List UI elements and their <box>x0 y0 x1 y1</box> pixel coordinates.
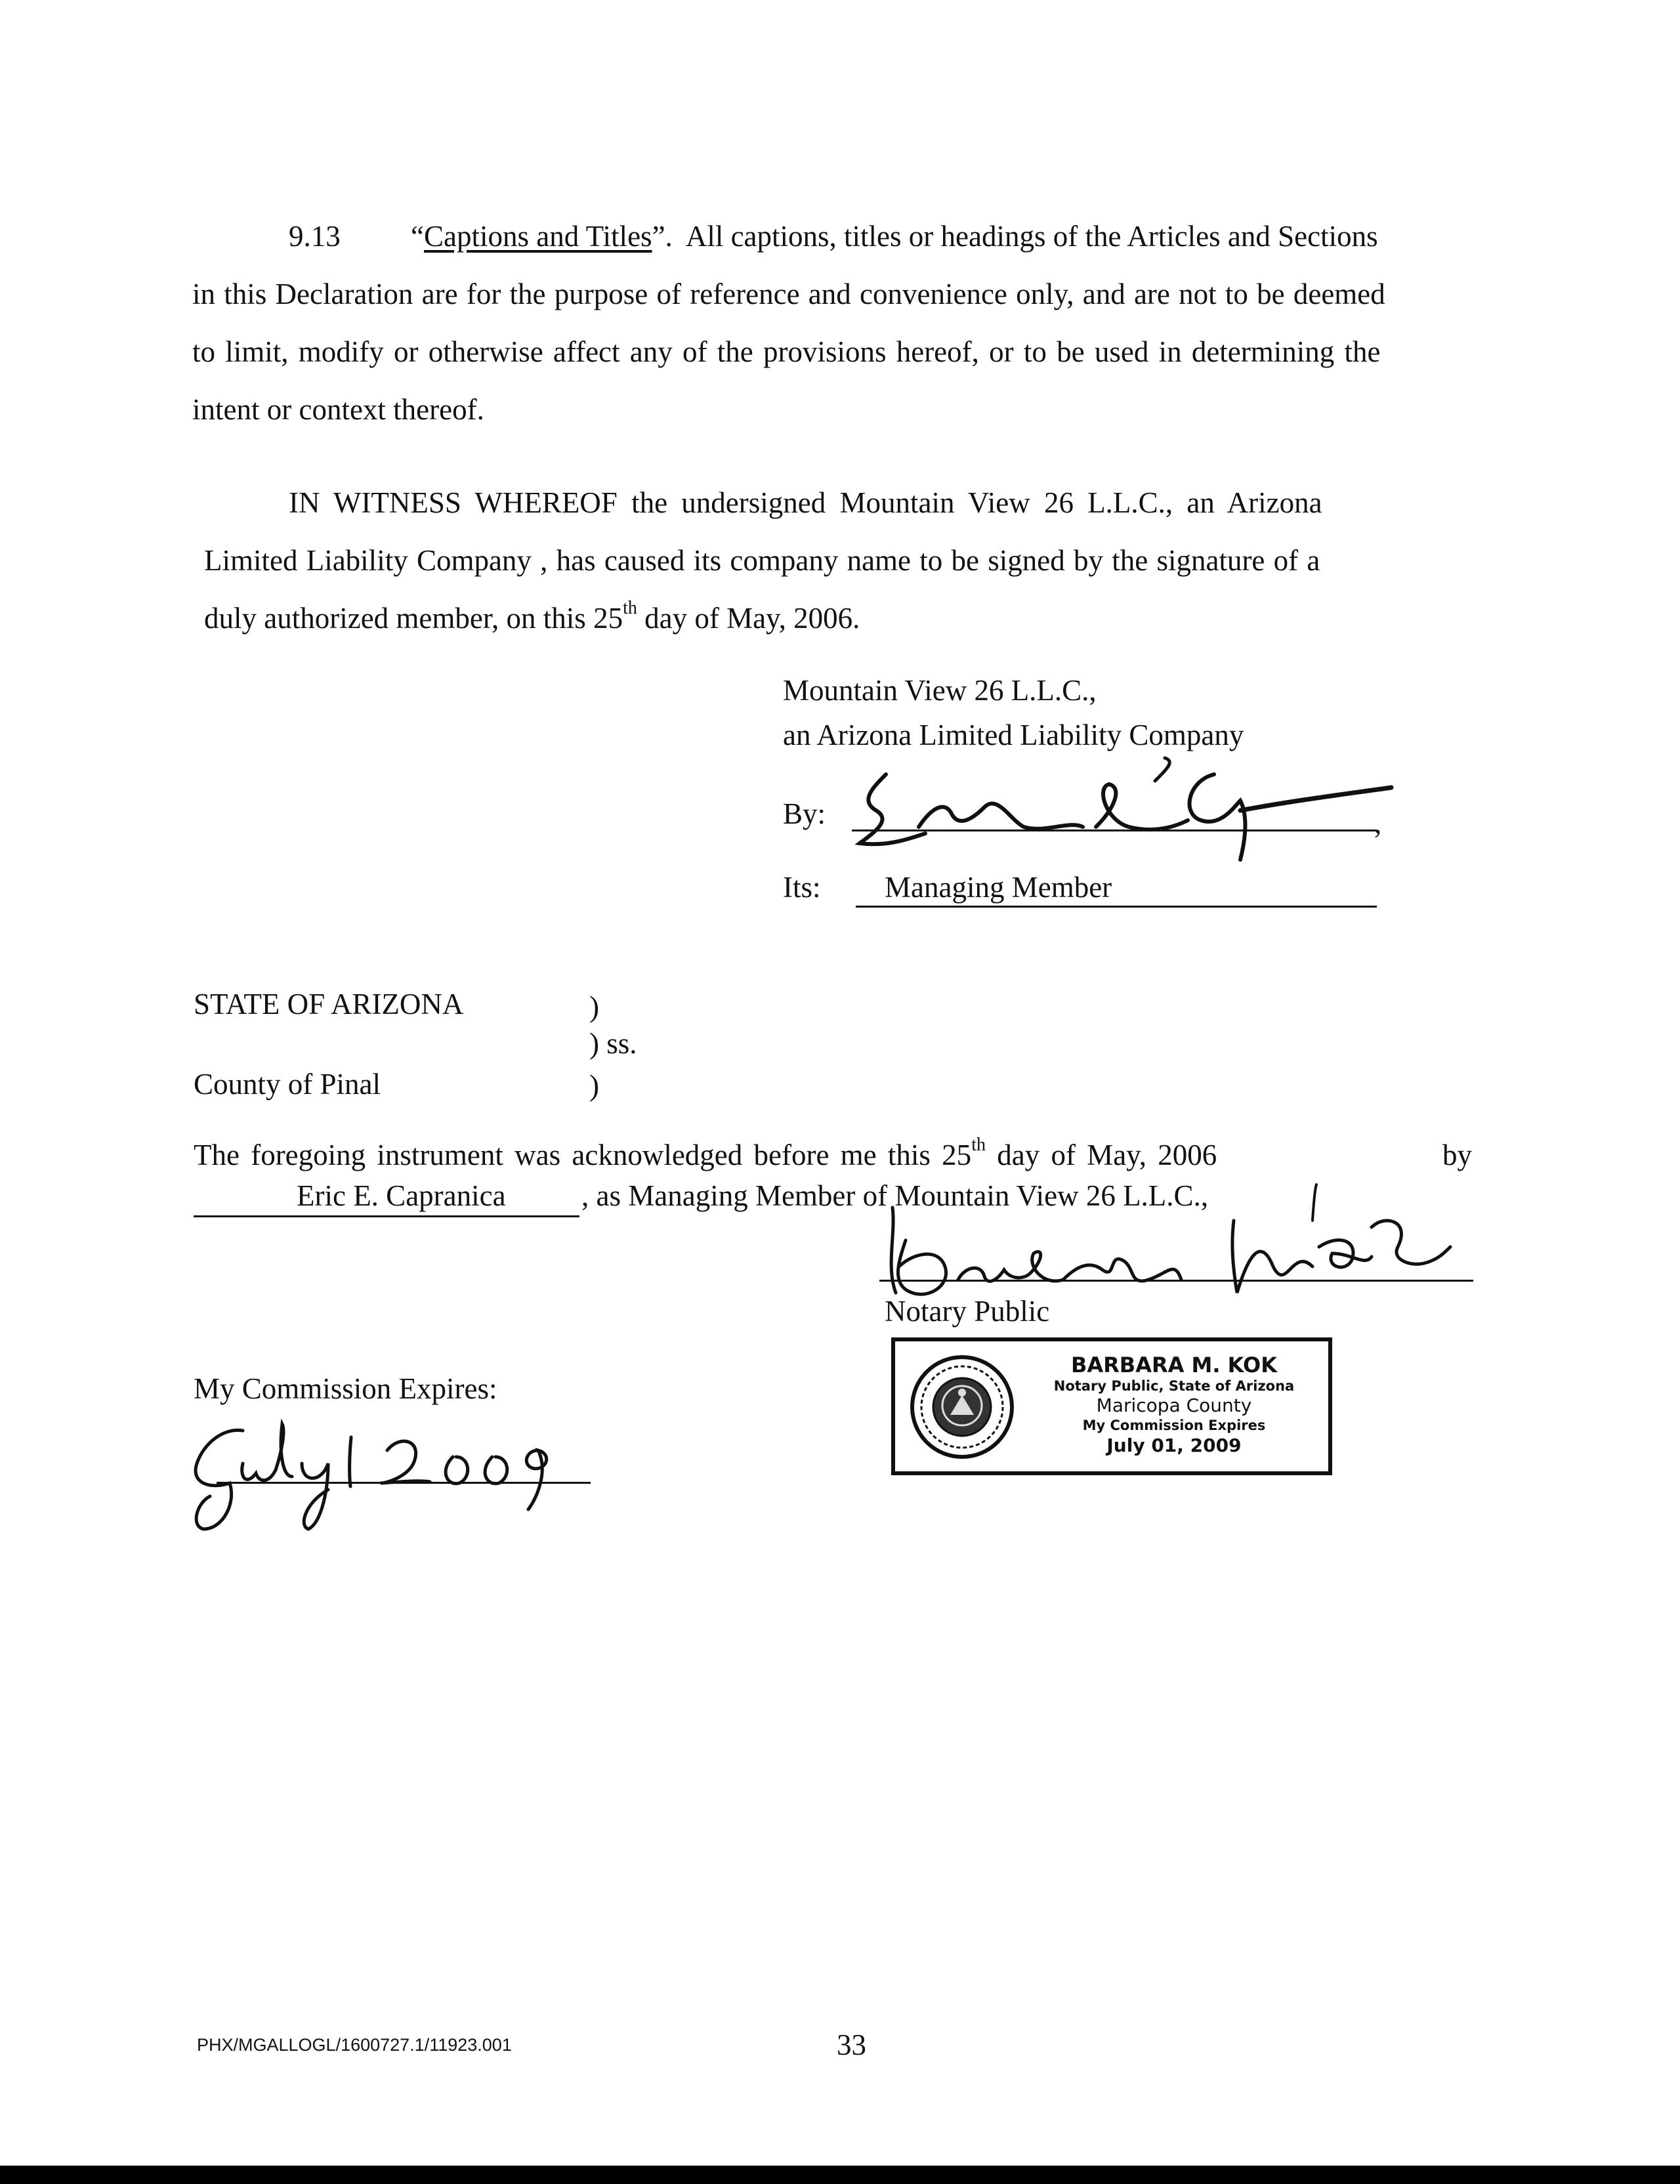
by-label: By: <box>783 797 826 830</box>
venue-state: STATE OF ARIZONA <box>194 988 464 1020</box>
section-line4: intent or context thereof. <box>192 393 484 426</box>
section-line3: to limit, modify or otherwise affect any of the provisions hereof, or to be used in determining the <box>192 335 1381 368</box>
section-title: Captions and Titles <box>423 220 652 253</box>
commission-label: My Commission Expires: <box>194 1372 497 1405</box>
ack-line1 <box>194 1134 1217 1176</box>
section-line2: in this Declaration are for the purpose of reference and convenience only, and are not to be deemed <box>192 278 1385 310</box>
stamp-name: BARBARA M. KOK <box>1071 1353 1277 1377</box>
section-title-close-quote: ”. <box>652 220 673 253</box>
its-label: Its: <box>783 871 821 904</box>
company-name: Mountain View 26 L.L.C., <box>783 674 1097 707</box>
arizona-seal-icon <box>910 1354 1015 1460</box>
section-line1-rest: All captions, titles or headings of the Articles and Sections <box>685 220 1378 253</box>
stamp-text <box>1026 1353 1322 1457</box>
ack-by: by <box>1442 1139 1472 1171</box>
venue-county: County of Pinal <box>194 1068 381 1101</box>
commission-date-handwriting <box>171 1411 564 1536</box>
notary-public-label: Notary Public <box>885 1295 1050 1328</box>
ack-line1-pre: The foregoing instrument was acknowledged before me this 25 <box>194 1139 972 1171</box>
venue-ss: ) ss. <box>589 1027 637 1060</box>
signer-signature <box>847 728 1411 873</box>
footer-doc-id: PHX/MGALLOGL/1600727.1/11923.001 <box>197 2035 512 2055</box>
witness-line3-pre: duly authorized member, on this 25 <box>204 602 623 635</box>
ack-line2-post: , as Managing Member of Mountain View 26 L.L.C., <box>581 1179 1209 1212</box>
section-number: 9.13 <box>289 220 341 253</box>
its-line <box>856 906 1377 908</box>
witness-line1: IN WITNESS WHEREOF the undersigned Mountain View 26 L.L.C., an Arizona <box>289 486 1322 519</box>
stamp-county: Maricopa County <box>1096 1395 1252 1416</box>
its-value: Managing Member <box>885 871 1112 904</box>
venue-paren-3: ) <box>589 1069 599 1102</box>
witness-line2: Limited Liability Company , has caused its company name to be signed by the signature of a <box>204 544 1320 577</box>
scan-edge <box>0 2166 1680 2184</box>
notary-stamp <box>891 1337 1332 1475</box>
by-comma: , <box>1374 807 1382 839</box>
witness-line3-sup: th <box>623 598 637 618</box>
ack-name: Eric E. Capranica <box>297 1179 506 1212</box>
section-title-open-quote: “ <box>411 220 424 253</box>
ack-line1-post: day of May, 2006 <box>985 1139 1217 1171</box>
stamp-title: Notary Public, State of Arizona <box>1053 1378 1295 1394</box>
witness-line3 <box>204 589 860 647</box>
stamp-expires-label: My Commission Expires <box>1082 1418 1266 1433</box>
venue-paren-1: ) <box>589 990 599 1023</box>
section-heading-line <box>411 207 1378 265</box>
ack-line1-sup: th <box>971 1135 986 1155</box>
witness-line3-post: day of May, 2006. <box>637 602 860 635</box>
company-description: an Arizona Limited Liability Company <box>783 719 1244 751</box>
stamp-date: July 01, 2009 <box>1106 1435 1242 1456</box>
page-number: 33 <box>837 2028 866 2061</box>
